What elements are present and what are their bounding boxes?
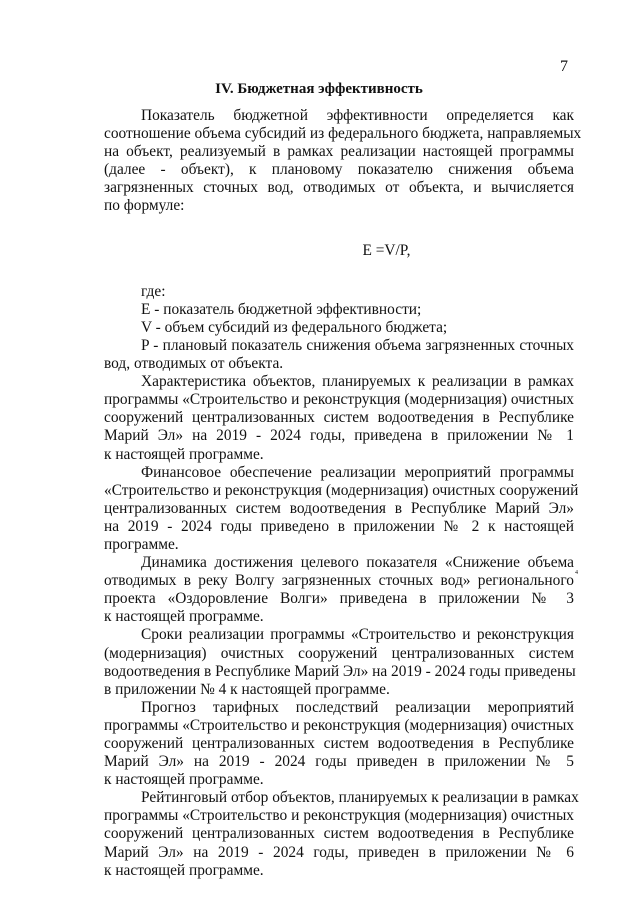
paragraph-appendix-3 (104, 554, 574, 626)
text-line: Финансовое обеспечение реализации мероприятий программы (141, 463, 574, 481)
text-line: (модернизация) очистных сооружений централизованных систем (104, 644, 574, 662)
paragraph-appendix-2 (104, 463, 579, 554)
text-line: E - показатель бюджетной эффективности; (141, 300, 422, 318)
text-line: программе. (104, 535, 179, 553)
text-line: Марий Эл» на 2019 - 2024 годы, приведена в приложении № 1 (104, 427, 574, 445)
text-line: программы «Строительство и реконструкция (модернизация) очистных (104, 716, 574, 734)
definitions (104, 283, 574, 373)
text-line: «Строительство и реконструкция (модернизация) очистных сооружений (104, 481, 579, 499)
paragraph-appendix-5 (104, 699, 574, 789)
text-line: на объект, реализуемый в рамках реализации настоящей программы (104, 143, 574, 161)
paragraph-appendix-6 (104, 789, 579, 879)
text-line: вод, отводимых от объекта. (104, 355, 284, 373)
text-line: к настоящей программе. (104, 445, 264, 463)
stray-mark: 4 (575, 570, 578, 576)
text-line: сооружений централизованных систем водоотведения в Республике (104, 825, 574, 843)
text-line: (далее - объект), к плановому показателю снижения объема (104, 161, 574, 179)
text-line: Прогноз тарифных последствий реализации мероприятий (141, 698, 574, 716)
text-line: программы «Строительство и реконструкция (модернизация) очистных (104, 391, 574, 409)
text-line: по формуле: (104, 197, 185, 215)
text-line: программы «Строительство и реконструкция (модернизация) очистных (104, 807, 574, 825)
text-line: Марий Эл» на 2019 - 2024 годы приведен в приложении № 5 (104, 753, 574, 771)
text-line: где: (141, 282, 166, 300)
paragraph-appendix-4 (104, 626, 574, 698)
text-line: сооружений централизованных систем водоотведения в Республике (104, 409, 574, 427)
text-line: проекта «Оздоровление Волги» приведена в приложении № 3 (104, 590, 574, 608)
text-line: на 2019 - 2024 годы приведено в приложении № 2 к настоящей (104, 517, 574, 535)
text-line: соотношение объема субсидий из федерального бюджета, направляемых (104, 125, 582, 143)
formula: E =V/P, (362, 241, 411, 259)
text-line: в приложении № 4 к настоящей программе. (104, 680, 390, 698)
text-line: Динамика достижения целевого показателя «Снижение объема (141, 554, 574, 572)
text-line: Показатель бюджетной эффективности определяется как (141, 107, 574, 124)
paragraph-appendix-1 (104, 373, 574, 463)
text-line: Характеристика объектов, планируемых к реализации в рамках (141, 373, 574, 391)
section-heading: IV. Бюджетная эффективность (215, 81, 423, 97)
text-line: Марий Эл» на 2019 - 2024 годы, приведен в приложении № 6 (104, 843, 574, 861)
text-line: сооружений централизованных систем водоотведения в Республике (104, 735, 574, 752)
intro-paragraph (104, 107, 582, 216)
text-line: загрязненных сточных вод, отводимых от объекта, и вычисляется (104, 179, 574, 197)
page-number: 7 (560, 58, 568, 75)
text-line: к настоящей программе. (104, 771, 264, 789)
text-line: к настоящей программе. (104, 861, 264, 879)
text-line: отводимых в реку Волгу загрязненных сточных вод» регионального (104, 572, 574, 590)
document-body (104, 107, 582, 880)
text-line: Рейтинговый отбор объектов, планируемых к реализации в рамках (141, 789, 579, 807)
text-line: водоотведения в Республике Марий Эл» на 2019 - 2024 годы приведены (104, 662, 576, 680)
text-line: P - плановый показатель снижения объема загрязненных сточных (141, 336, 574, 354)
text-line: V - объем субсидий из федерального бюджета; (141, 318, 448, 336)
text-line: централизованных систем водоотведения в Республике Марий Эл» (104, 499, 574, 517)
text-line: к настоящей программе. (104, 608, 264, 626)
text-line: Сроки реализации программы «Строительство и реконструкция (141, 626, 574, 644)
